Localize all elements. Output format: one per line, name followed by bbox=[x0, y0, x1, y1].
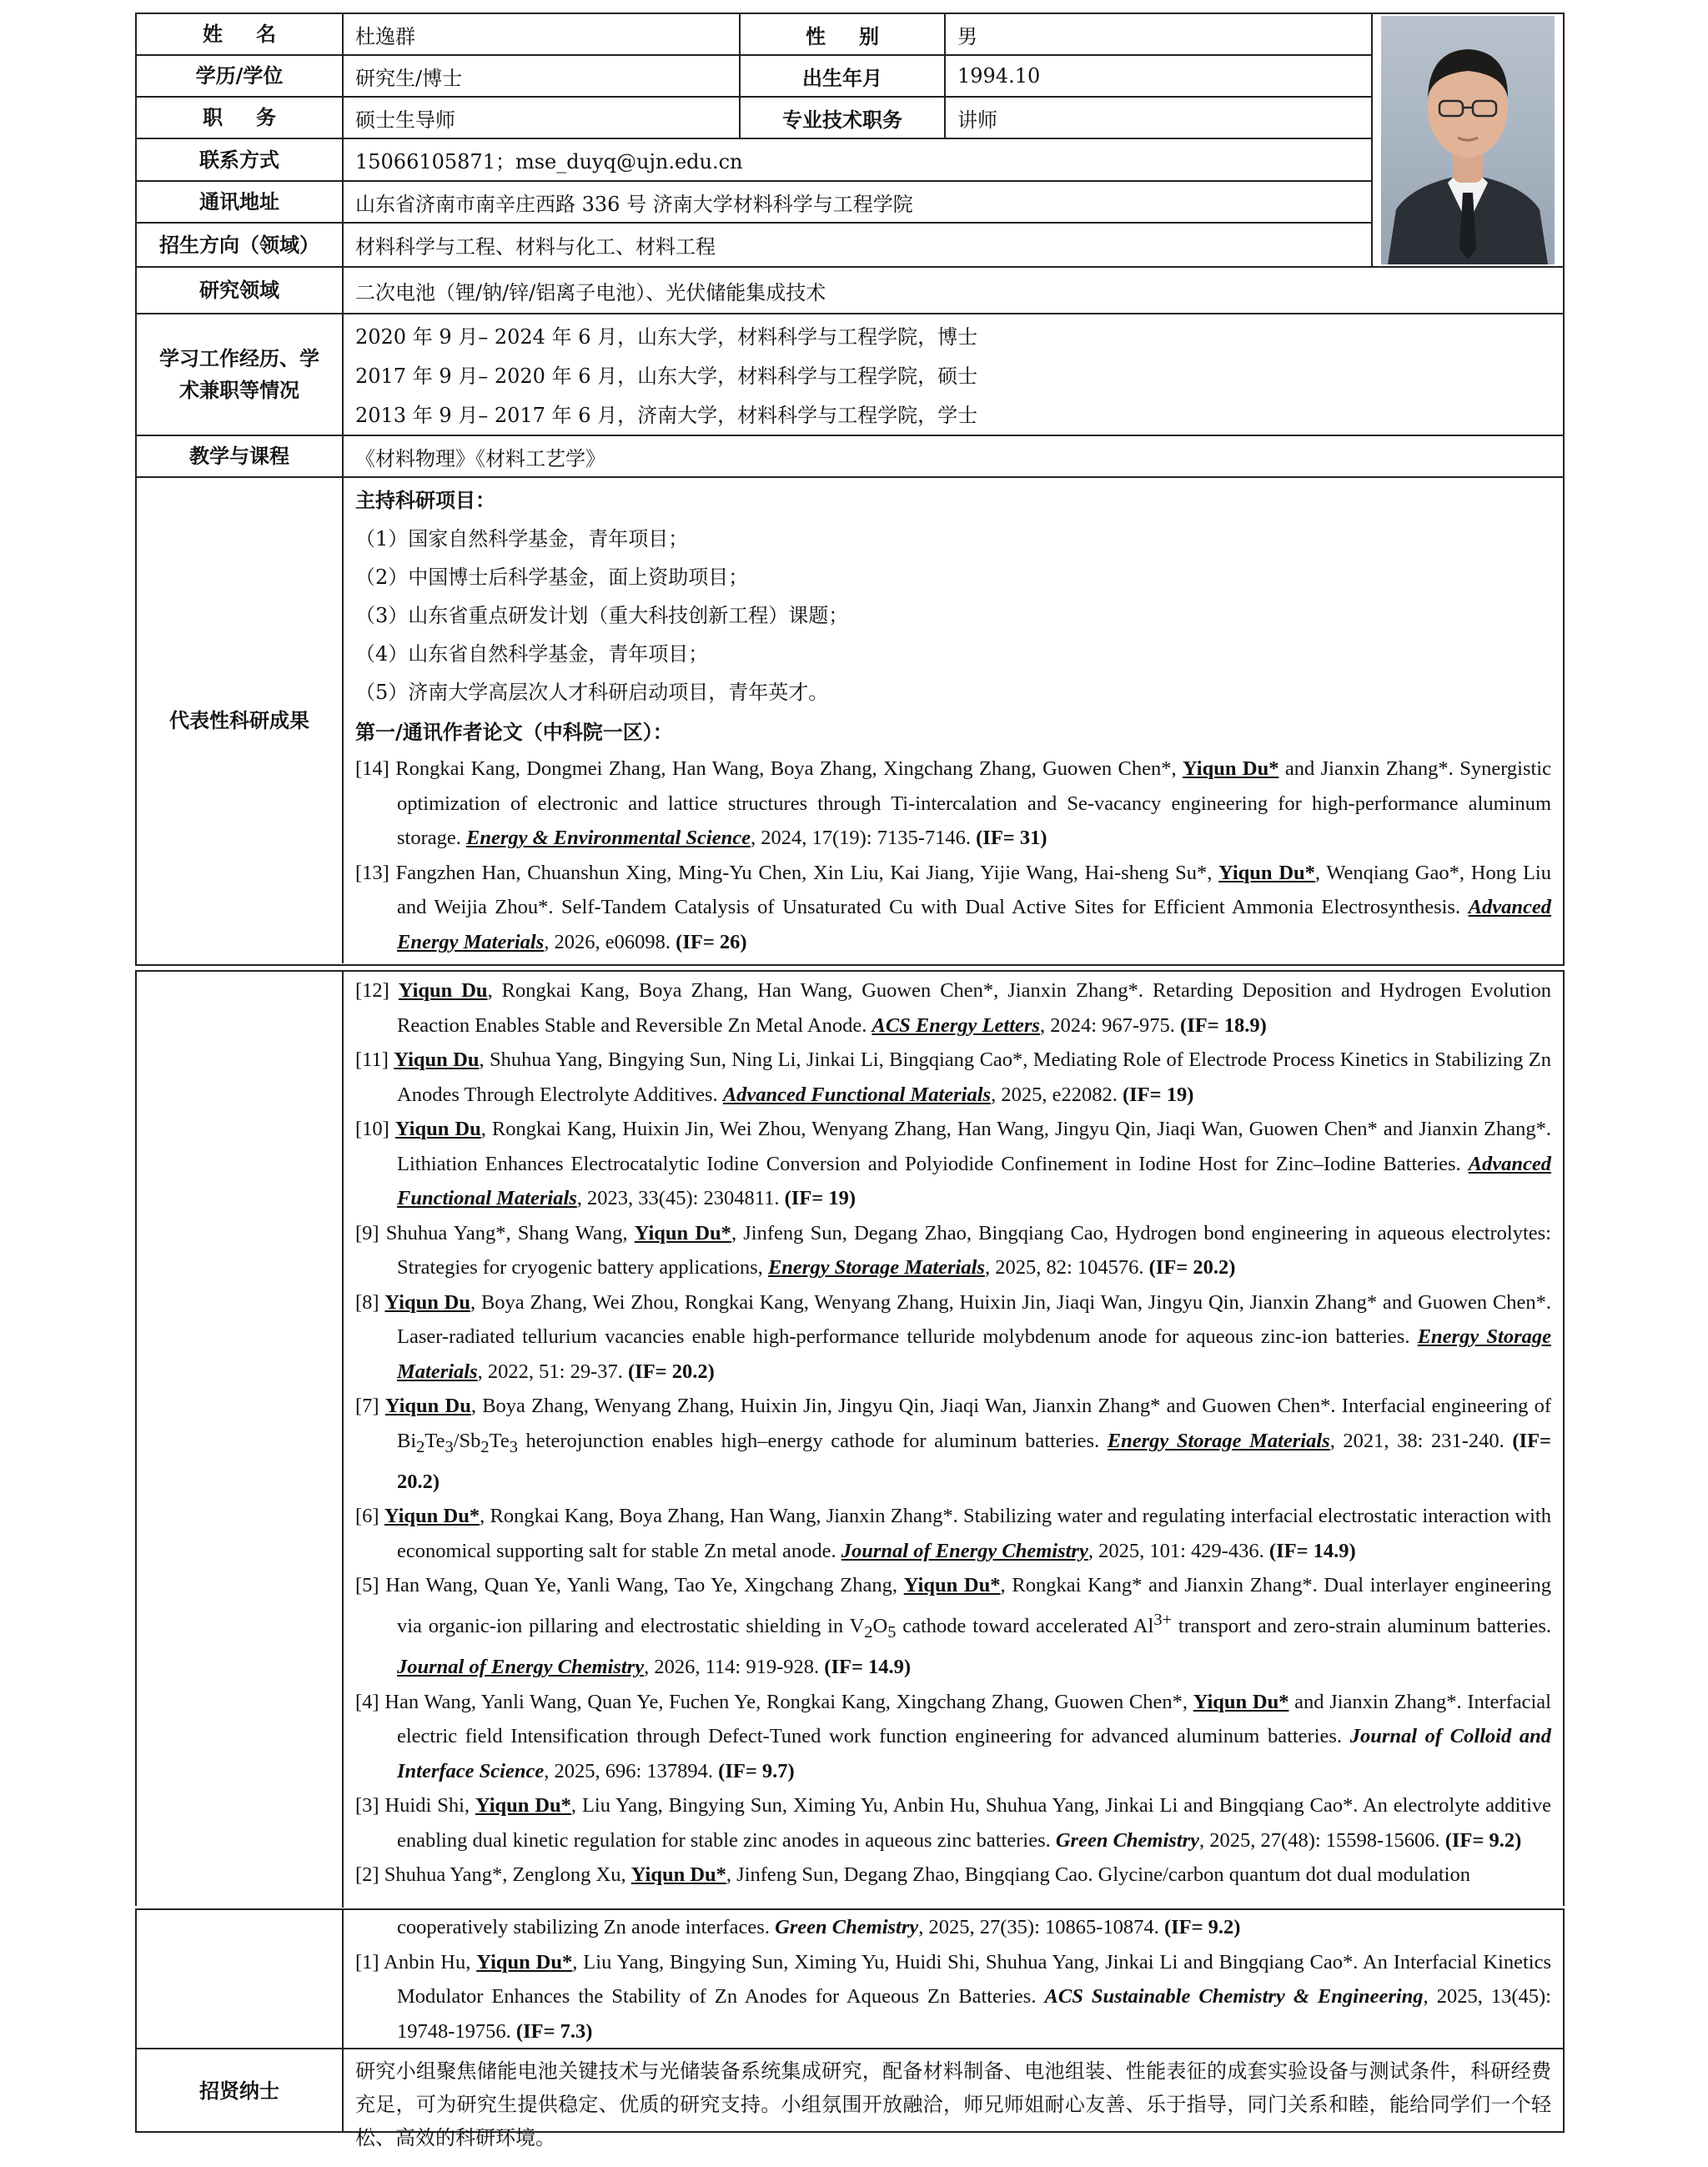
row-teaching bbox=[137, 436, 1563, 478]
reference-4: [4] Han Wang, Yanli Wang, Quan Ye, Fuchen Ye, Rongkai Kang, Xingchang Zhang, Guowen Chen*, Yiqun Du* and Jianxin Zhang*. Interfacial electric field Intensification through Defect-Tuned work function engineering for advanced aluminum batteries. Journal of Colloid and Interface Science, 2025, 696: 137894. (IF= 9.7) bbox=[355, 1690, 1552, 1782]
research-label: 研究领域 bbox=[137, 268, 344, 313]
profile-block-3 bbox=[135, 1908, 1565, 2149]
reference-1: [1] Anbin Hu, Yiqun Du*, Liu Yang, Bingying Sun, Ximing Yu, Huidi Shi, Shuhua Yang, Jinkai Li and Bingqiang Cao*. An Interfacial Kinetics Modulator Enhances the Stability of Zn Anodes for Aqueous Zn Batteries. ACS Sustainable Chemistry & Engineering, 2025, 13(45): 19748-19756. (IF= 7.3) bbox=[355, 1950, 1551, 2043]
reference-12: [12] Yiqun Du, Rongkai Kang, Boya Zhang, Han Wang, Guowen Chen*, Jianxin Zhang*. Retarding Deposition and Hydrogen Evolution Reaction Enables Stable and Reversible Zn Metal Anode. ACS Energy Letters, 2024: 967-975. (IF= 18.9) bbox=[355, 979, 1551, 1037]
reference-13: [13] Fangzhen Han, Chuanshun Xing, Ming-Yu Chen, Xin Liu, Kai Jiang, Yijie Wang, Hai-sheng Su*, Yiqun Du*, Wenqiang Gao*, Hong Liu and Weijia Zhou*. Self-Tandem Catalysis of Unsaturated Cu with Dual Active Sites for Efficient Ammonia Electrosynthesis. Advanced Energy Materials, 2026, e06098. (IF= 26) bbox=[355, 861, 1551, 953]
birth-label: 出生年月 bbox=[739, 56, 946, 96]
portrait-photo bbox=[1381, 16, 1555, 264]
reference-6: [6] Yiqun Du*, Rongkai Kang, Boya Zhang, Han Wang, Jianxin Zhang*. Stabilizing water and regulating interfacial electrostatic interaction with economical supporting salt for stable Zn metal anode. Journal of Energy Chemistry, 2025, 101: 429-436. (IF= 14.9) bbox=[355, 1505, 1551, 1562]
project-item: （1）国家自然科学基金，青年项目； bbox=[355, 527, 689, 551]
contact-value: 15066105871；mse_duyq@ujn.edu.cn bbox=[355, 150, 743, 173]
basic-info-rows bbox=[137, 14, 1371, 266]
contact-label: 联系方式 bbox=[137, 139, 344, 180]
tech-title-value: 讲师 bbox=[957, 108, 997, 132]
reference-2-part1: [2] Shuhua Yang*, Zenglong Xu, Yiqun Du*, Jinfeng Sun, Degang Zhao, Bingqiang Cao. Glycine/carbon quantum dot dual modulation bbox=[355, 1863, 1470, 1887]
address-label: 通讯地址 bbox=[137, 182, 344, 222]
education-item: 2017 年 9 月– 2020 年 6 月，山东大学，材料科学与工程学院，硕士 bbox=[355, 365, 978, 388]
references-list-continued bbox=[344, 1910, 1563, 2048]
row-position-title bbox=[137, 98, 1371, 139]
education-item: 2020 年 9 月– 2024 年 6 月，山东大学，材料科学与工程学院，博士 bbox=[355, 325, 978, 349]
gender-label: 性别 bbox=[739, 14, 946, 54]
name-value: 杜逸群 bbox=[355, 24, 415, 48]
recruit-content bbox=[344, 2049, 1563, 2149]
degree-value: 研究生/博士 bbox=[355, 66, 463, 90]
recruit-text: 研究小组聚焦储能电池关键技术与光储装备系统集成研究，配备材料制备、电池组装、性能表征的成套实验设备与测试条件，科研经费充足，可为研究生提供稳定、优质的研究支持。小组氛围开放融洽，师兄师姐耐心友善、乐于指导，同门关系和睦，能给同学们一个轻松、高效的科研环境。 bbox=[355, 2059, 1551, 2149]
row-recruit bbox=[137, 2049, 1563, 2149]
project-item: （2）中国博士后科学基金，面上资助项目； bbox=[355, 566, 749, 589]
project-item: （5）济南大学高层次人才科研启动项目，青年英才。 bbox=[355, 681, 829, 704]
direction-label: 招生方向（领域） bbox=[137, 224, 344, 266]
achievements-content bbox=[344, 478, 1563, 963]
achievements-label: 代表性科研成果 bbox=[137, 478, 344, 963]
papers-title: 第一/通讯作者论文（中科院一区）： bbox=[355, 720, 673, 744]
birth-value: 1994.10 bbox=[957, 64, 1041, 88]
degree-label: 学历/学位 bbox=[137, 56, 344, 96]
row-name-gender bbox=[137, 14, 1371, 56]
photo-cell bbox=[1371, 14, 1563, 266]
reference-7: [7] Yiqun Du, Boya Zhang, Wenyang Zhang, Huixin Jin, Jingyu Qin, Jiaqi Wan, Jianxin Zhang* and Guowen Chen*. Interfacial engineering of $Bi_2Te_3/Sb_2Te_3$ heterojunction enables high–energy cathode for aluminum batteries. Energy Storage Materials, 2021, 38: 231-240. (IF= 20.2) bbox=[355, 1395, 1551, 1493]
row-address bbox=[137, 182, 1371, 224]
reference-14: [14] Rongkai Kang, Dongmei Zhang, Han Wang, Boya Zhang, Xingchang Zhang, Guowen Chen*, Yiqun Du* and Jianxin Zhang*. Synergistic optimization of electronic and lattice structures through Ti-intercalation and Se-vacancy engineering for high-performance aluminum storage. Energy & Environmental Science, 2024, 17(19): 7135-7146. (IF= 31) bbox=[355, 757, 1551, 849]
row-achievements-2 bbox=[137, 972, 1563, 1908]
portrait-illustration bbox=[1381, 16, 1555, 264]
reference-10: [10] Yiqun Du, Rongkai Kang, Huixin Jin, Wei Zhou, Wenyang Zhang, Han Wang, Jingyu Qin, Jiaqi Wan, Guowen Chen* and Jianxin Zhang*. Lithiation Enhances Electrocatalytic Iodine Conversion and Polyiodide Confinement in Iodine Host for Zinc–Iodine Batteries. Advanced Functional Materials, 2023, 33(45): 2304811. (IF= 19) bbox=[355, 1118, 1552, 1209]
position-value: 硕士生导师 bbox=[355, 108, 455, 132]
education-item: 2013 年 9 月– 2017 年 6 月，济南大学，材料科学与工程学院，学士 bbox=[355, 404, 978, 427]
name-label: 姓名 bbox=[137, 14, 344, 54]
tech-title-label: 专业技术职务 bbox=[739, 98, 946, 138]
project-item: （4）山东省自然科学基金，青年项目； bbox=[355, 642, 709, 666]
row-contact bbox=[137, 139, 1371, 182]
achievements-label-continued-2 bbox=[137, 1910, 344, 2048]
project-item: （3）山东省重点研发计划（重大科技创新工程）课题； bbox=[355, 604, 849, 627]
projects-title: 主持科研项目： bbox=[355, 488, 495, 512]
profile-block-2 bbox=[135, 970, 1565, 1906]
reference-11: [11] Yiqun Du, Shuhua Yang, Bingying Sun, Ning Li, Jinkai Li, Bingqiang Cao*, Mediating Role of Electrode Process Kinetics in Stabilizing Zn Anodes Through Electrolyte Additives. Advanced Functional Materials, 2025, e22082. (IF= 19) bbox=[355, 1048, 1551, 1106]
row-degree-birth bbox=[137, 56, 1371, 98]
position-label: 职务 bbox=[137, 98, 344, 138]
teaching-value: 《材料物理》《材料工艺学》 bbox=[355, 446, 605, 470]
basic-info-grid bbox=[137, 14, 1563, 266]
address-value: 山东省济南市南辛庄西路 336 号 济南大学材料科学与工程学院 bbox=[355, 192, 913, 216]
row-education bbox=[137, 314, 1563, 436]
row-achievements-3 bbox=[137, 1910, 1563, 2049]
research-value: 二次电池（锂/钠/锌/铝离子电池）、光伏储能集成技术 bbox=[355, 280, 826, 304]
reference-9: [9] Shuhua Yang*, Shang Wang, Yiqun Du*, Jinfeng Sun, Degang Zhao, Bingqiang Cao, Hydrogen bond engineering in aqueous electrolytes: Strategies for cryogenic battery applications, Energy Storage Materials, 2025, 82: 104576. (IF= 20.2) bbox=[355, 1221, 1551, 1279]
references-list bbox=[344, 972, 1563, 1908]
gender-value: 男 bbox=[957, 24, 977, 48]
teaching-label: 教学与课程 bbox=[137, 436, 344, 476]
row-direction bbox=[137, 224, 1371, 266]
reference-5: [5] Han Wang, Quan Ye, Yanli Wang, Tao Ye, Xingchang Zhang, Yiqun Du*, Rongkai Kang* and Jianxin Zhang*. Dual interlayer engineering via organic-ion pillaring and electrostatic shielding in $V_2O_5$ cathode toward accelerated $Al^{3+}$ transport and zero-strain aluminum batteries. Journal of Energy Chemistry, 2026, 114: 919-928. (IF= 14.9) bbox=[355, 1574, 1551, 1679]
education-label: 学习工作经历、学术兼职等情况 bbox=[137, 314, 344, 435]
row-achievements-1 bbox=[137, 478, 1563, 963]
education-list bbox=[344, 314, 1563, 435]
recruit-label: 招贤纳士 bbox=[137, 2049, 344, 2133]
row-research bbox=[137, 266, 1563, 314]
direction-value: 材料科学与工程、材料与化工、材料工程 bbox=[355, 235, 716, 259]
reference-8: [8] Yiqun Du, Boya Zhang, Wei Zhou, Rongkai Kang, Wenyang Zhang, Huixin Jin, Jiaqi Wan, Jingyu Qin, Jianxin Zhang* and Guowen Chen*. Laser-radiated tellurium vacancies enable high-performance telluride molybdenum anode for aqueous zinc-ion batteries. Energy Storage Materials, 2022, 51: 29-37. (IF= 20.2) bbox=[355, 1290, 1551, 1383]
profile-block-1 bbox=[135, 13, 1565, 966]
reference-3: [3] Huidi Shi, Yiqun Du*, Liu Yang, Bingying Sun, Ximing Yu, Anbin Hu, Shuhua Yang, Jinkai Li and Bingqiang Cao*. An electrolyte additive enabling dual kinetic regulation for stable zinc anodes in aqueous zinc batteries. Green Chemistry, 2025, 27(48): 15598-15606. (IF= 9.2) bbox=[355, 1794, 1551, 1852]
profile-sheet bbox=[135, 13, 1565, 2149]
achievements-label-continued bbox=[137, 972, 344, 1908]
reference-2-part2: cooperatively stabilizing Zn anode interfaces. Green Chemistry, 2025, 27(35): 10865-10874. (IF= 9.2) bbox=[397, 1916, 1241, 1938]
